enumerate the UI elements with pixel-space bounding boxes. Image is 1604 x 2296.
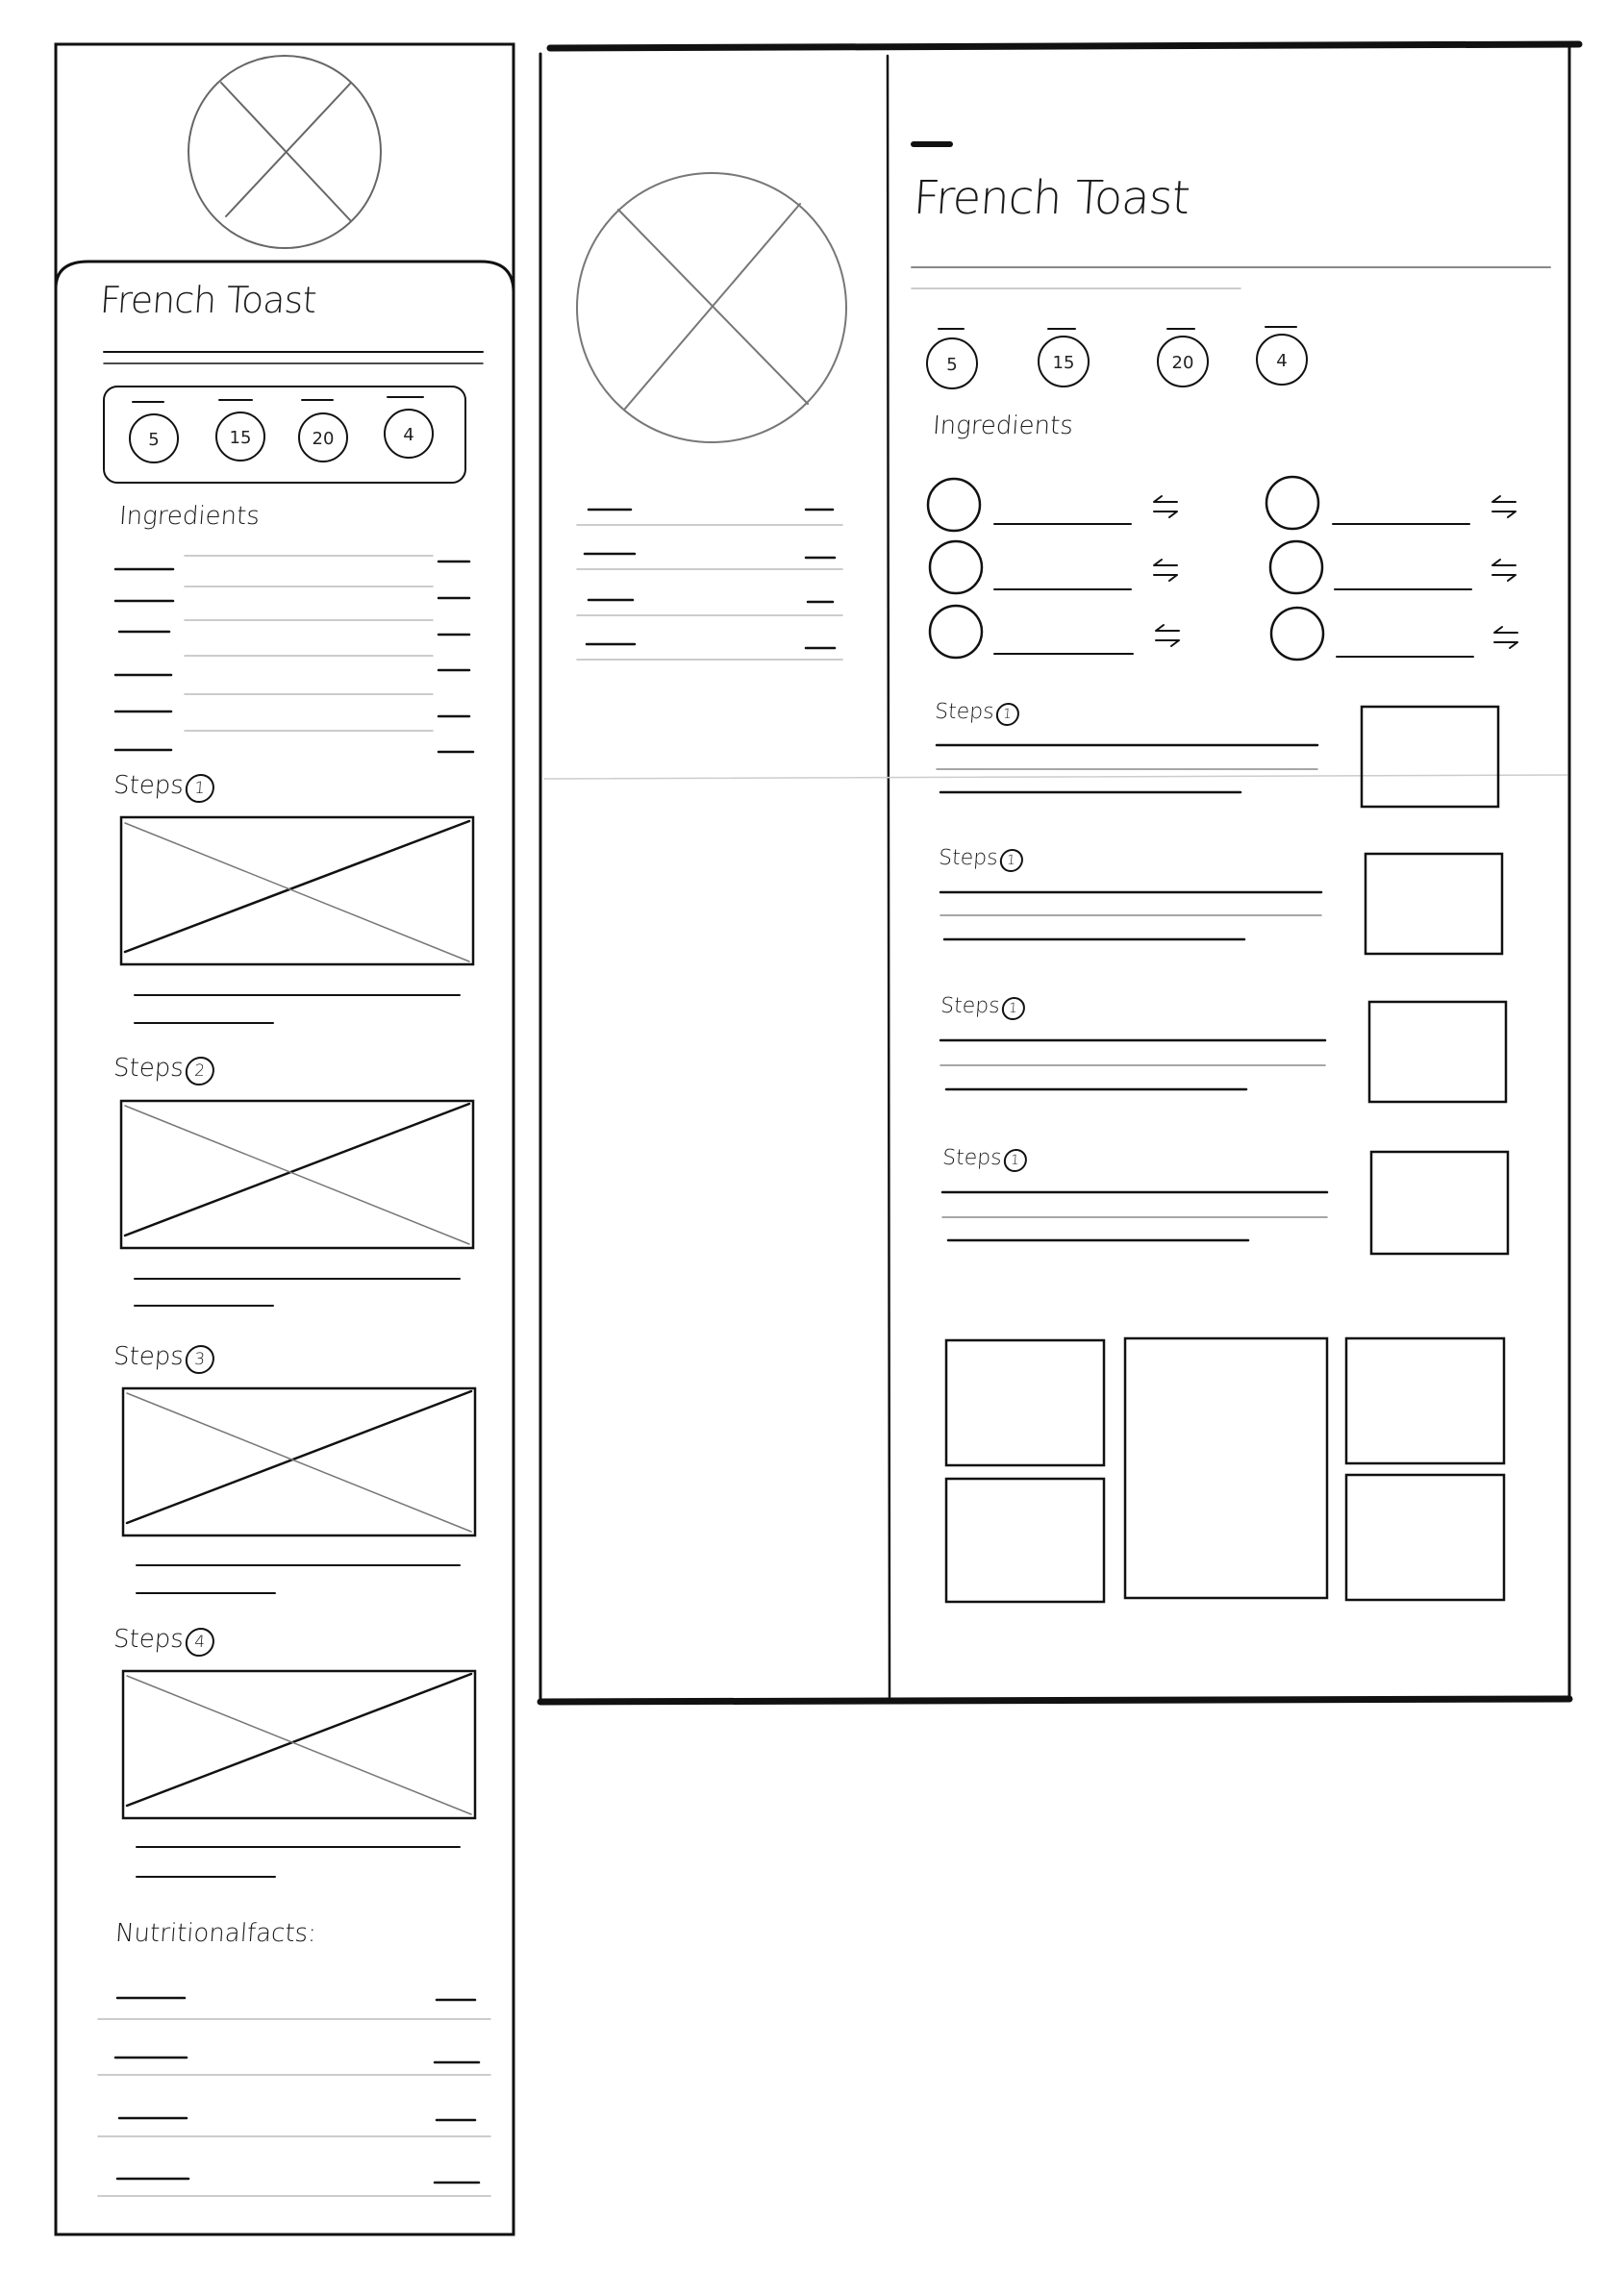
tablet-step-2-heading: Steps 1 <box>938 846 1023 872</box>
tablet-swap-icons <box>1154 496 1517 648</box>
tablet-step-3 <box>940 1002 1506 1102</box>
mobile-stat-1: 5 <box>148 430 160 450</box>
mobile-stat-icons <box>130 397 433 462</box>
tablet-stat-icons <box>927 327 1307 388</box>
mobile-hero-image-placeholder <box>188 56 381 248</box>
tablet-stat-2: 15 <box>1052 353 1075 373</box>
tablet-hero-image-placeholder <box>577 173 846 442</box>
tablet-stat-4: 4 <box>1276 351 1288 371</box>
mobile-recipe-title: French Toast <box>98 279 317 321</box>
mobile-ingredients-heading: Ingredients <box>117 502 261 531</box>
mobile-step-3-image-placeholder <box>123 1388 475 1535</box>
tablet-sidebar-list <box>585 510 835 648</box>
mobile-nutrition-heading: Nutritionalfacts: <box>113 1919 317 1948</box>
mobile-nutrition-list <box>115 1998 479 2183</box>
tablet-ingredients-heading: Ingredients <box>931 412 1074 440</box>
mobile-stat-3: 20 <box>312 429 335 449</box>
tablet-step-4-heading: Steps 1 <box>941 1146 1027 1172</box>
tablet-recipe-title: French Toast <box>912 171 1191 225</box>
mobile-step-1-heading: Steps 1 <box>113 771 215 803</box>
mobile-frame <box>56 44 514 2234</box>
mobile-step-2-heading: Steps 2 <box>113 1054 215 1086</box>
mobile-step-3-heading: Steps 3 <box>113 1342 215 1374</box>
tablet-step-2 <box>940 854 1502 954</box>
mobile-step-4-heading: Steps 4 <box>113 1625 215 1657</box>
tablet-stat-1: 5 <box>946 355 958 375</box>
mobile-stat-2: 15 <box>229 428 252 448</box>
mobile-step-1-image-placeholder <box>121 817 473 964</box>
tablet-step-3-heading: Steps 1 <box>940 994 1025 1020</box>
tablet-step-1-heading: Steps 1 <box>934 700 1019 726</box>
tablet-step-4 <box>942 1152 1508 1254</box>
mobile-step-2-image-placeholder <box>121 1101 473 1248</box>
tablet-step-1 <box>937 707 1498 807</box>
tablet-gallery <box>946 1338 1504 1602</box>
tablet-stat-3: 20 <box>1171 353 1194 373</box>
mobile-stat-4: 4 <box>403 425 414 445</box>
mobile-ingredient-list <box>115 562 473 752</box>
tablet-ingredient-grid <box>928 477 1473 660</box>
tablet-frame <box>540 44 1579 1702</box>
mobile-step-4-image-placeholder <box>123 1671 475 1818</box>
